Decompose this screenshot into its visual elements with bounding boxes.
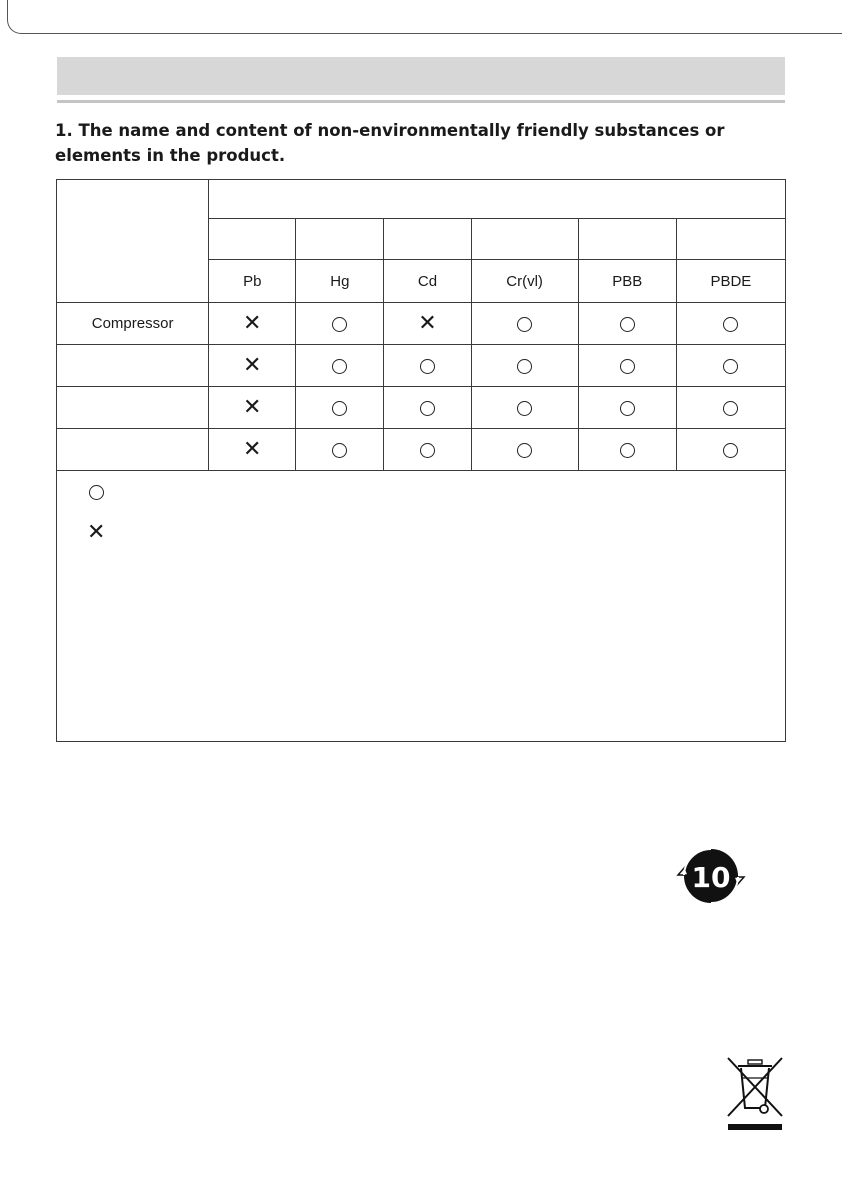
- crossed-out-wheelie-bin-icon: [726, 1056, 784, 1134]
- substance-mark-cell: [296, 303, 384, 345]
- substance-mark-cell: [676, 429, 785, 471]
- section-title: 1. The name and content of non-environmentally friendly substances or elements in the product.: [55, 121, 725, 165]
- substance-mark-cell: [384, 303, 471, 345]
- compliant-circle-mark: [332, 401, 347, 416]
- substance-mark-cell: [296, 429, 384, 471]
- substance-mark-cell: [209, 387, 296, 429]
- table-row: [57, 429, 786, 471]
- compliant-circle-mark: [89, 485, 104, 500]
- exceeds-limit-cross-mark: ✕: [243, 394, 262, 420]
- header-band: [57, 57, 785, 95]
- compliant-circle-mark: [620, 401, 635, 416]
- compliant-circle-mark: [620, 317, 635, 332]
- legend-cross-mark: [87, 520, 106, 545]
- substance-mark-cell: [578, 387, 676, 429]
- compliant-circle-mark: [420, 443, 435, 458]
- compliant-circle-mark: [517, 443, 532, 458]
- exceeds-limit-cross-mark: ✕: [418, 310, 437, 336]
- compliant-circle-mark: [420, 359, 435, 374]
- substance-mark-cell: [296, 345, 384, 387]
- substance-symbol-pbde: PBDE: [676, 260, 785, 303]
- compliant-circle-mark: [723, 443, 738, 458]
- substance-mark-cell: [578, 345, 676, 387]
- part-name: [57, 429, 209, 471]
- substance-symbol-hg: Hg: [296, 260, 384, 303]
- exceeds-limit-cross-mark: ✕: [243, 352, 262, 378]
- substance-name-cell: [676, 219, 785, 260]
- substance-symbol-cd: Cd: [384, 260, 471, 303]
- substance-mark-cell: [676, 387, 785, 429]
- legend-circle-mark: [89, 483, 104, 500]
- compliant-circle-mark: [723, 401, 738, 416]
- substance-mark-cell: [209, 345, 296, 387]
- substance-mark-cell: [209, 303, 296, 345]
- substance-mark-cell: [578, 429, 676, 471]
- substance-mark-cell: [676, 345, 785, 387]
- compliant-circle-mark: [723, 317, 738, 332]
- substance-mark-cell: [209, 429, 296, 471]
- substance-name-cell: [384, 219, 471, 260]
- compliant-circle-mark: [332, 443, 347, 458]
- part-name: [57, 345, 209, 387]
- hazardous-substances-table: [56, 179, 786, 742]
- exceeds-limit-cross-mark: ✕: [243, 310, 262, 336]
- table-row: [57, 345, 786, 387]
- header-rule: [57, 100, 785, 103]
- efup-number: 10: [691, 861, 731, 894]
- substance-mark-cell: [384, 345, 471, 387]
- substance-mark-cell: [384, 387, 471, 429]
- compliant-circle-mark: [517, 401, 532, 416]
- exceeds-limit-cross-mark: ✕: [243, 436, 262, 462]
- environment-friendly-use-period-icon: [676, 845, 746, 907]
- exceeds-limit-cross-mark: ✕: [87, 520, 106, 545]
- substance-group-header-cell: [209, 180, 786, 219]
- compliant-circle-mark: [620, 359, 635, 374]
- substance-symbol-pbb: PBB: [578, 260, 676, 303]
- substance-mark-cell: [384, 429, 471, 471]
- substance-name-cell: [209, 219, 296, 260]
- part-name-header-cell: [57, 180, 209, 303]
- part-name: Compressor: [57, 303, 209, 345]
- compliant-circle-mark: [332, 317, 347, 332]
- compliant-circle-mark: [620, 443, 635, 458]
- substance-name-cell: [578, 219, 676, 260]
- substance-name-cell: [471, 219, 578, 260]
- part-name: [57, 387, 209, 429]
- compliant-circle-mark: [723, 359, 738, 374]
- table-row: [57, 303, 786, 345]
- substance-name-cell: [296, 219, 384, 260]
- substance-symbol-cr: Cr(vl): [471, 260, 578, 303]
- substance-mark-cell: [471, 303, 578, 345]
- page-corner-mark: [7, 0, 842, 34]
- substance-mark-cell: [676, 303, 785, 345]
- compliant-circle-mark: [332, 359, 347, 374]
- compliant-circle-mark: [420, 401, 435, 416]
- compliant-circle-mark: [517, 359, 532, 374]
- table-row: [57, 387, 786, 429]
- substance-mark-cell: [296, 387, 384, 429]
- substance-mark-cell: [471, 387, 578, 429]
- substance-mark-cell: [578, 303, 676, 345]
- substance-mark-cell: [471, 429, 578, 471]
- substance-symbol-pb: Pb: [209, 260, 296, 303]
- compliant-circle-mark: [517, 317, 532, 332]
- legend-notes-cell: [57, 471, 786, 742]
- substance-mark-cell: [471, 345, 578, 387]
